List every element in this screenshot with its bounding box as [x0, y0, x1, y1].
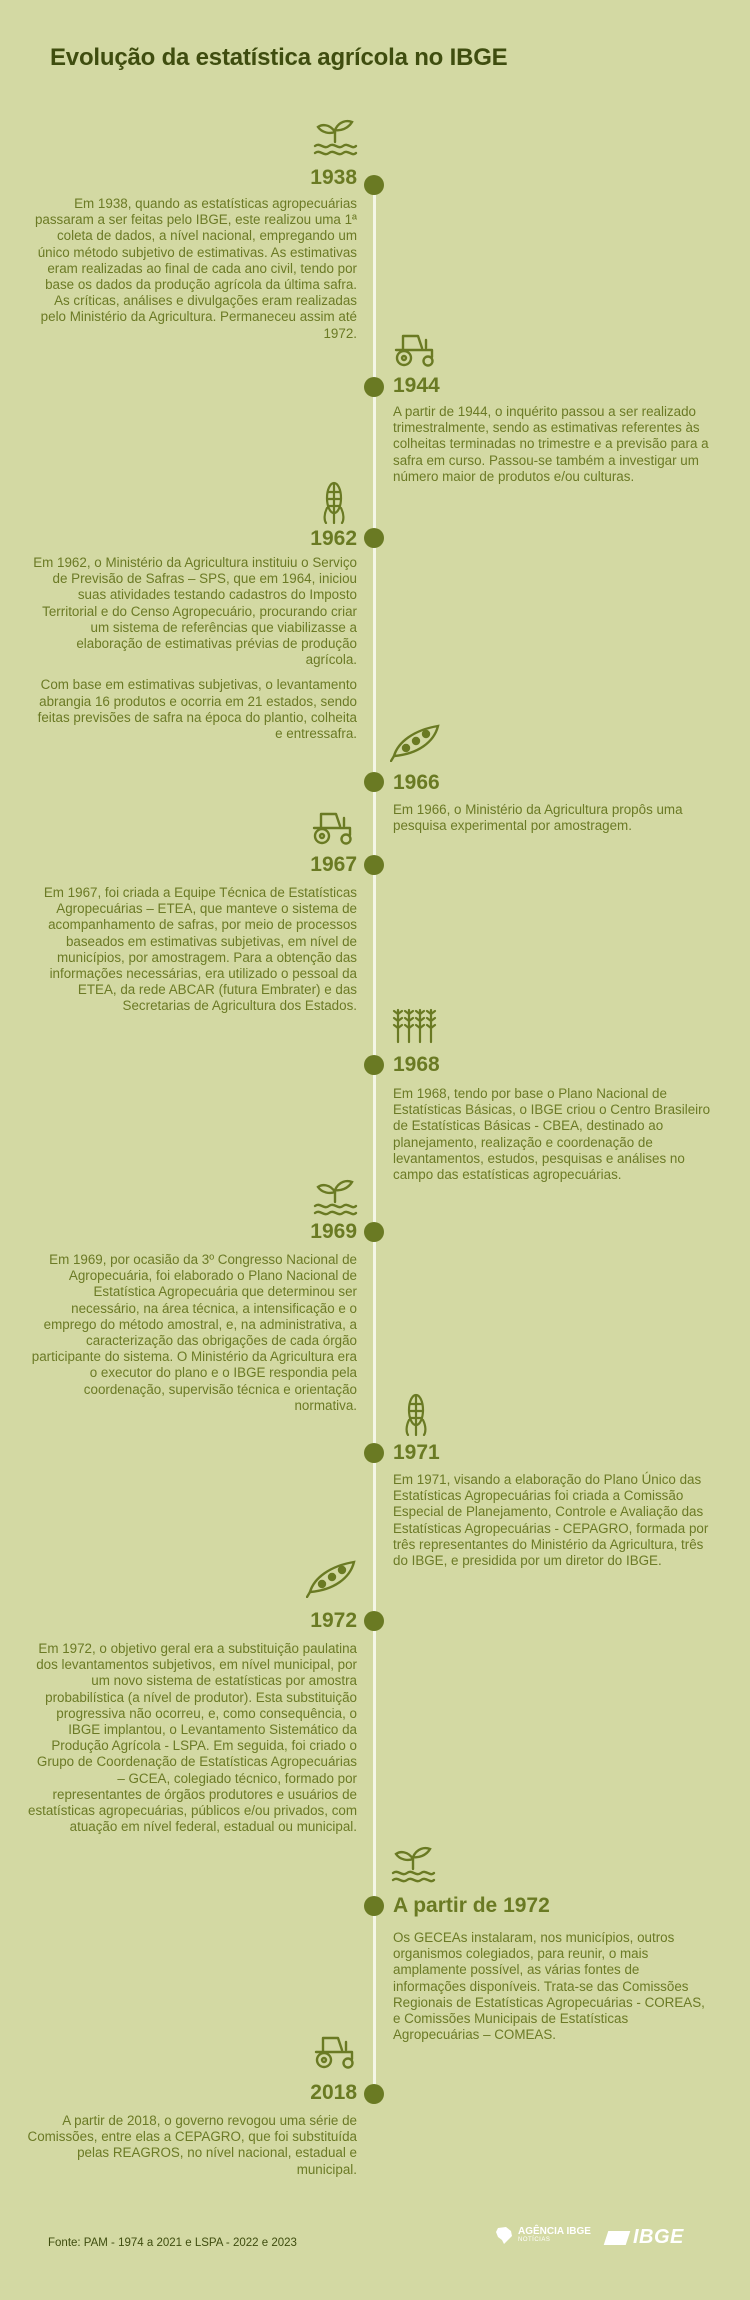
ibge-logo-text: IBGE	[633, 2226, 684, 2248]
timeline-year: 1966	[393, 771, 440, 794]
timeline-marker	[364, 1611, 384, 1631]
event-paragraph: Os GECEAs instalaram, nos municípios, outros organismos colegiados, para reunir, o mais amplamente possível, as várias fontes de informações disponíveis. Trata-se das Comissões Regionais de Estatísticas Agropecuárias - COREAS, e Comissões Municipais de Estatísticas Agropecuárias – COMEAS.	[393, 1930, 705, 2043]
agencia-ibge-logo	[494, 2225, 591, 2245]
event-description	[393, 404, 713, 494]
agencia-logo-subtext: NOTÍCIAS	[518, 2237, 551, 2243]
event-description	[393, 1086, 713, 1192]
timeline-year: 2018	[310, 2081, 357, 2104]
wheat-icon	[390, 1006, 440, 1044]
event-paragraph: Em 1969, por ocasião da 3º Congresso Nacional de Agropecuária, foi elaborado o Plano Nacional de Estatística Agropecuária que determinou ser necessário, na área técnica, a intensificação e o emprego do método amostral, e, na administrativa, a caracterização das obrigações de cada órgão participante do sistema. O Ministério da Agricultura era o executor do plano e o IBGE respondia pela coordenação, supervisão técnica e orientação normativa.	[31, 1252, 357, 1413]
event-paragraph: Em 1968, tendo por base o Plano Nacional de Estatísticas Básicas, o IBGE criou o Centro Brasileiro de Estatísticas Básicas - CBEA, destinado ao planejamento, realização e coordenação de levantamentos, estudos, pesquisas e análises no campo das estatísticas agropecuárias.	[393, 1086, 711, 1183]
timeline-marker	[364, 772, 384, 792]
bean-pod-icon	[306, 1558, 358, 1598]
event-paragraph: Em 1962, o Ministério da Agricultura instituiu o Serviço de Previsão de Safras – SPS, que em 1964, iniciou suas atividades testando cadastros do Imposto Territorial e do Censo Agropecuário, procurando criar um sistema de referências que viabilizasse a elaboração de estimativas prévias de produção agrícola.	[33, 555, 357, 668]
event-paragraph: A partir de 2018, o governo revogou uma série de Comissões, entre elas a CEPAGRO, que foi substituída pelas REAGROS, no nível nacional, estadual e municipal.	[27, 2113, 357, 2177]
timeline-year: 1938	[310, 166, 357, 189]
event-description	[27, 1252, 357, 1423]
timeline-year: 1962	[310, 527, 357, 550]
event-paragraph: Em 1966, o Ministério da Agricultura propôs uma pesquisa experimental por amostragem.	[393, 802, 683, 834]
timeline-axis	[373, 183, 376, 2098]
ibge-logo-mark-icon	[604, 2231, 631, 2245]
timeline-marker	[364, 377, 384, 397]
event-description	[393, 1930, 713, 2052]
event-description	[27, 2113, 357, 2187]
tractor-icon	[310, 808, 356, 846]
event-description	[27, 555, 357, 751]
timeline-marker	[364, 528, 384, 548]
timeline-marker	[364, 1896, 384, 1916]
timeline-marker	[364, 1443, 384, 1463]
event-paragraph: Em 1971, visando a elaboração do Plano Único das Estatísticas Agropecuárias foi criada a Comissão Especial de Planejamento, Controle e Avaliação das Estatísticas Agropecuárias - CEPAGRO, formada por três representantes do Ministério da Agricultura, três do IBGE, e presidida por um diretor do IBGE.	[393, 1472, 709, 1569]
timeline-marker	[364, 2084, 384, 2104]
timeline-marker	[364, 855, 384, 875]
sprout-icon	[390, 1843, 436, 1883]
event-description	[393, 802, 713, 843]
corn-icon	[320, 480, 348, 524]
timeline-year: 1968	[393, 1053, 440, 1076]
event-paragraph: A partir de 1944, o inquérito passou a ser realizado trimestralmente, sendo as estimativas referentes às colheitas terminadas no trimestre e a previsão para a safra em curso. Passou-se também a investigar um número maior de produtos e/ou culturas.	[393, 404, 709, 484]
bean-pod-icon	[390, 722, 442, 762]
event-paragraph: Com base em estimativas subjetivas, o levantamento abrangia 16 produtos e ocorria em 21 estados, sendo feitas previsões de safra na época do plantio, colheita e entressafra.	[37, 677, 357, 742]
timeline-marker	[364, 1055, 384, 1075]
timeline-year: 1971	[393, 1441, 440, 1464]
brazil-map-icon	[494, 2225, 514, 2245]
tractor-icon	[392, 330, 438, 368]
event-paragraph: Em 1938, quando as estatísticas agropecuárias passaram a ser feitas pelo IBGE, este realizou uma 1ª coleta de dados, a nível nacional, empregando um único método subjetivo de estimativas. As estimativas eram realizadas ao final de cada ano civil, tendo por base os dados da produção agrícola da última safra. As críticas, análises e divulgações eram realizadas pelo Ministério da Agricultura. Permaneceu assim até 1972.	[34, 196, 357, 341]
ibge-logo	[606, 2226, 684, 2249]
agencia-logo-text: AGÊNCIA IBGE	[518, 2226, 591, 2237]
event-paragraph: Em 1967, foi criada a Equipe Técnica de Estatísticas Agropecuárias – ETEA, que manteve o sistema de acompanhamento de safras, por meio de processos baseados em estimativas subjetivas, em nível de municípios, por amostragem. Para a obtenção das informações necessárias, era utilizado o pessoal da ETEA, da rede ABCAR (futura Embrater) e das Secretarias de Agricultura dos Estados.	[43, 885, 357, 1014]
corn-icon	[402, 1392, 430, 1436]
sprout-icon	[312, 116, 358, 156]
tractor-icon	[312, 2032, 358, 2070]
event-description	[27, 1641, 357, 1844]
event-description	[27, 196, 357, 351]
page-title: Evolução da estatística agrícola no IBGE	[50, 44, 508, 71]
timeline-year: 1944	[393, 374, 440, 397]
timeline-marker	[364, 1222, 384, 1242]
event-description	[27, 885, 357, 1024]
event-paragraph: Em 1972, o objetivo geral era a substituição paulatina dos levantamentos subjetivos, em nível municipal, por um novo sistema de estatísticas por amostra probabilística (a nível de produtor). Esta substituição progressiva não ocorreu, e, como consequência, o IBGE implantou, o Levantamento Sistemático da Produção Agrícola - LSPA. Em seguida, foi criado o Grupo de Coordenação de Estatísticas Agropecuárias – GCEA, colegiado técnico, formado por representantes de órgãos produtores e usuários de estatísticas agropecuárias, públicos e/ou privados, com atuação em nível federal, estadual ou municipal.	[28, 1641, 357, 1835]
source-note: Fonte: PAM - 1974 a 2021 e LSPA - 2022 e 2023	[48, 2237, 297, 2249]
timeline-year: 1967	[310, 853, 357, 876]
sprout-icon	[312, 1176, 358, 1216]
timeline-year: 1969	[310, 1220, 357, 1243]
timeline-marker	[364, 175, 384, 195]
timeline-year: 1972	[310, 1609, 357, 1632]
timeline-year: A partir de 1972	[393, 1894, 550, 1917]
event-description	[393, 1472, 713, 1578]
